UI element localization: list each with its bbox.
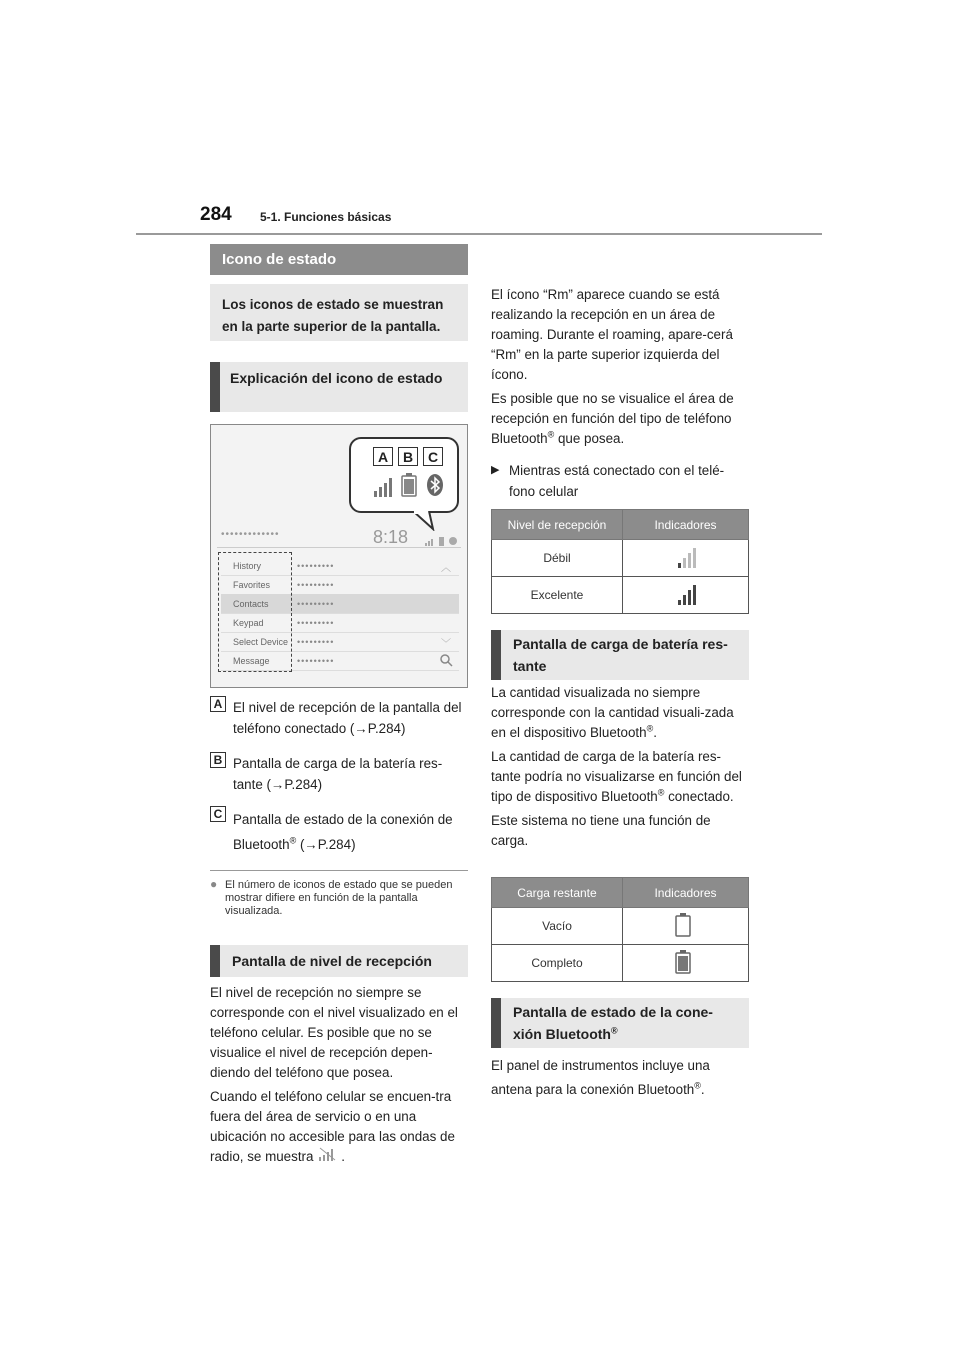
reception-row-weak: Débil [492,540,623,577]
callout-pointer [411,511,441,531]
battery-body [491,683,749,855]
item-b-text: Pantalla de carga de la batería res-tante (→P.284) [233,756,443,792]
marker-b: B [210,752,226,768]
marker-c: C [210,806,226,822]
menu-item-keypad[interactable]: Keypad ••••••••• [221,613,459,633]
triangle-bullet-icon: ▶ [491,464,500,476]
battery-header [491,630,749,680]
screen-illustration [210,424,468,688]
scroll-up-icon[interactable]: ︿ [441,563,451,574]
page-number: 284 [200,204,232,225]
subsection-bar [210,362,220,412]
bluetooth-body [491,1054,749,1106]
reception-col-indicators: Indicadores [623,510,749,540]
weak-signal-icon [623,540,749,577]
battery-empty-icon [623,908,749,945]
menu-dashed-frame [218,552,292,672]
section-title-text: Icono de estado [222,251,337,268]
chapter-title: 5-1. Funciones básicas [260,210,392,224]
note-text: El número de iconos de estado que se pueden mostrar difiere en función de la pantalla visualizada. [225,879,453,917]
no-signal-icon [317,1149,341,1164]
callout-letter-a: A [373,447,393,466]
note-bullet-icon: ● [210,877,218,891]
bluetooth-header [491,998,749,1048]
callout-bluetooth-icon [426,473,444,502]
menu-item-favorites[interactable]: Favorites ••••••••• [221,575,459,595]
reception-title: Pantalla de nivel de recepción [232,953,432,969]
reception-header [210,945,468,977]
callout-letter-b: B [398,447,418,466]
subsection-title: Explicación del icono de estado [230,370,443,386]
callout-signal-icon [373,475,395,502]
reception-col-level: Nivel de recepción [492,510,623,540]
status-callout [349,437,459,513]
menu-item-select-device[interactable]: Select Device ••••••••• [221,632,459,652]
reception-row-excellent: Excelente [492,577,623,614]
battery-p3: Este sistema no tiene una función de carga. [491,813,711,848]
battery-row-full: Completo [492,945,623,982]
menu-item-history[interactable]: History ••••••••• [221,556,459,576]
menu-item-contacts[interactable]: Contacts ••••••••• [221,594,459,614]
reception-p4: Es posible que no se visualice el área de recepción en función del tipo de teléfono Bluetooth® que posea. [491,391,734,446]
screen-clock: 8:18 [373,527,409,547]
scroll-down-icon[interactable]: ﹀ [441,639,451,650]
screen-title: ••••••••••••• [221,529,280,540]
search-icon[interactable] [439,653,453,672]
bluetooth-p1: El panel de instrumentos incluye una antena para la conexión Bluetooth®. [491,1058,710,1097]
header-rule [136,233,822,235]
reception-bullet: Mientras está conectado con el telé-fono celular [509,463,725,499]
battery-p1: La cantidad visualizada no siempre corresponde con la cantidad visuali-zada en el dispositivo Bluetooth®. [491,685,734,740]
reception-body-right [491,285,749,453]
callout-letter-c: C [423,447,443,466]
marker-a: A [210,696,226,712]
full-signal-icon [623,577,749,614]
subsection-header [210,362,468,412]
item-c-text: Pantalla de estado de la conexión de Bluetooth® (→P.284) [233,812,453,852]
reception-p2: Cuando el teléfono celular se encuen-tra fuera del área de servicio o en una ubicación no accesible para las ondas de radio, se muestra . [210,1089,455,1164]
menu-item-message[interactable]: Message ••••••••• [221,651,459,671]
battery-col-indicators: Indicadores [623,878,749,908]
reception-p1: El nivel de recepción no siempre se corresponde con el nivel visualizado en el teléfono celular. Es posible que no se visualice el nivel de recepción depen-diendo del teléfono que posea. [210,985,458,1080]
mini-status-icons [425,533,459,551]
bluetooth-title: Pantalla de estado de la cone-xión Bluetooth® [513,1004,713,1042]
battery-full-icon [623,945,749,982]
callout-battery-icon [401,473,417,502]
section-intro: Los iconos de estado se muestran en la parte superior de la pantalla. [210,284,468,341]
battery-col-charge: Carga restante [492,878,623,908]
reception-body-left [210,983,468,1171]
battery-row-empty: Vacío [492,908,623,945]
battery-title: Pantalla de carga de batería res-tante [513,636,728,674]
reception-p3: El ícono “Rm” aparece cuando se está realizando la recepción en un área de roaming. Durante el roaming, apare-cerá “Rm” en la parte superior izquierda del ícono. [491,287,733,382]
reception-table [491,509,749,614]
item-a-text: El nivel de recepción de la pantalla del teléfono conectado (→P.284) [233,700,462,736]
section-title [210,244,468,275]
reception-bullet-line [491,460,749,502]
battery-p2: La cantidad de carga de la batería res-tante podría no visualizarse en función del tipo de dispositivo Bluetooth® conectado. [491,749,742,804]
battery-table [491,877,749,982]
